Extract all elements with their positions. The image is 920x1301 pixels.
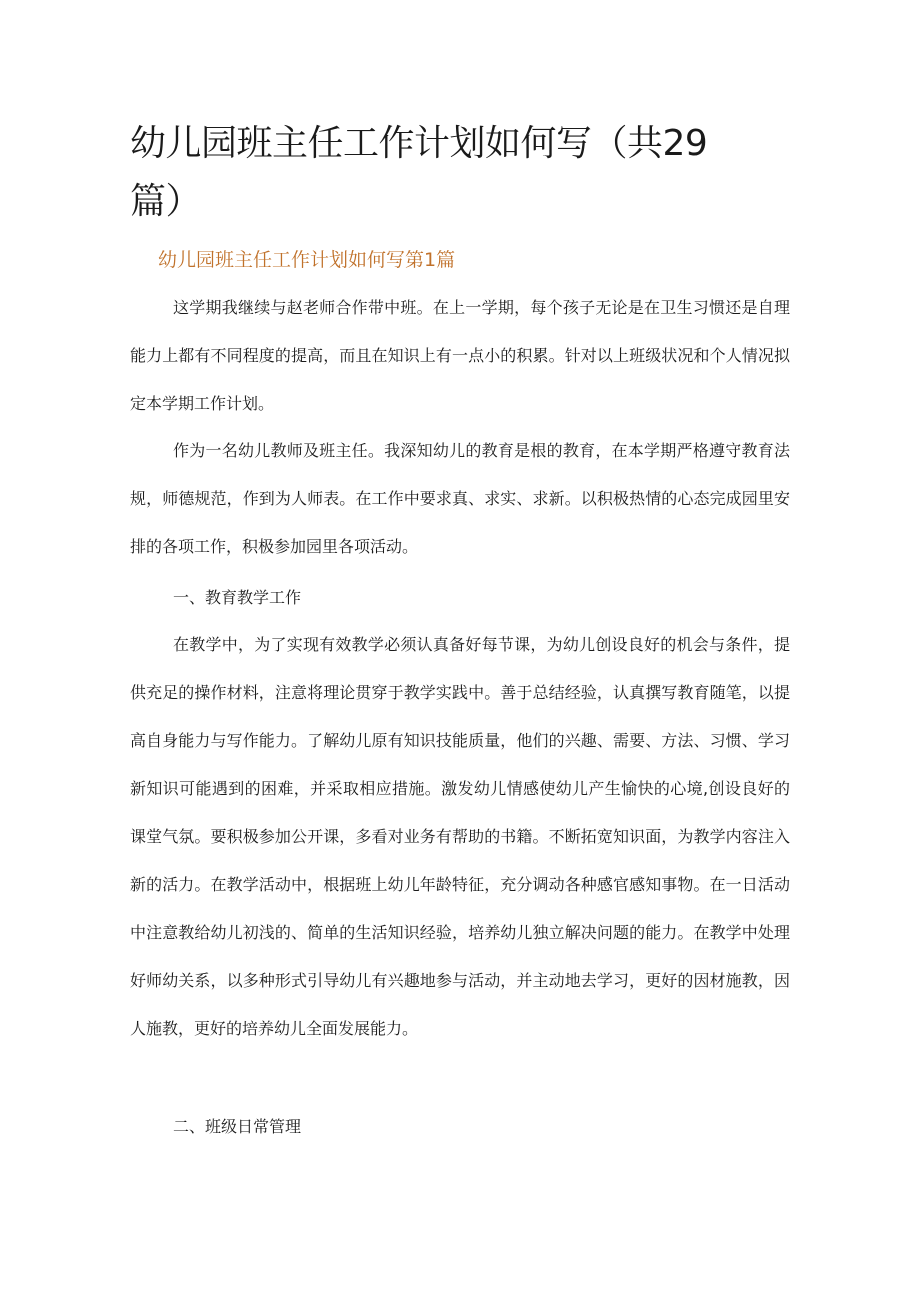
paragraph-intro: 这学期我继续与赵老师合作带中班。在上一学期，每个孩子无论是在卫生习惯还是自理能力上都有不同程度的提高，而且在知识上有一点小的积累。针对以上班级状况和个人情况拟定本学期工作计划。	[130, 298, 790, 413]
document-title: 幼儿园班主任工作计划如何写（共29篇）	[130, 123, 708, 222]
subheading-teaching-work: 一、教育教学工作	[173, 588, 302, 607]
paragraph-role: 作为一名幼儿教师及班主任。我深知幼儿的教育是根的教育，在本学期严格遵守教育法规，师德规范，作到为人师表。在工作中要求真、求实、求新。以积极热情的心态完成园里安排的各项工作，积极参加园里各项活动。	[130, 441, 790, 556]
paragraph-teaching: 在教学中，为了实现有效教学必须认真备好每节课，为幼儿创设良好的机会与条件，提供充足的操作材料，注意将理论贯穿于教学实践中。善于总结经验，认真撰写教育随笔，以提高自身能力与写作能力。了解幼儿原有知识技能质量，他们的兴趣、需要、方法、习惯、学习新知识可能遇到的困难，并采取相应措施。激发幼儿情感使幼儿产生愉快的心境,创设良好的课堂气氛。要积极参加公开课，多看对业务有帮助的书籍。不断拓宽知识面，为教学内容注入新的活力。在教学活动中，根据班上幼儿年龄特征，充分调动各种感官感知事物。在一日活动中注意教给幼儿初浅的、简单的生活知识经验，培养幼儿独立解决问题的能力。在教学中处理好师幼关系，以多种形式引导幼儿有兴趣地参与活动，并主动地去学习，更好的因材施教，因人施教，更好的培养幼儿全面发展能力。	[130, 635, 790, 1038]
section-heading: 幼儿园班主任工作计划如何写第1篇	[158, 249, 456, 271]
subheading-class-management: 二、班级日常管理	[173, 1117, 302, 1136]
